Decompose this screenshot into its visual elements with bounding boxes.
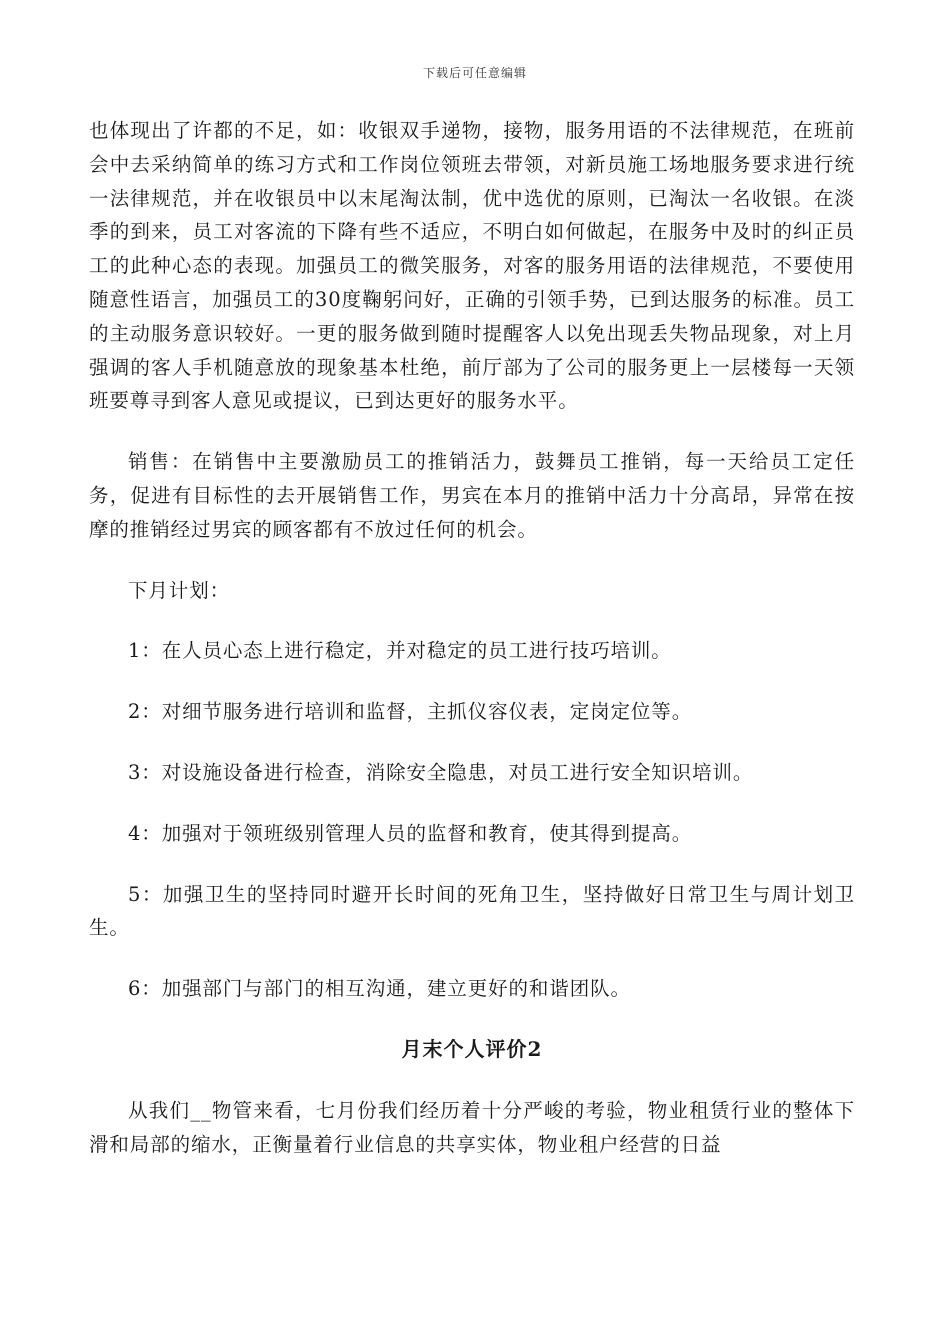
plan-item-6: 6：加强部门与部门的相互沟通，建立更好的和谐团队。: [128, 977, 631, 1001]
plan-title: 下月计划：: [128, 578, 231, 602]
document-body: [89, 114, 855, 1161]
plan-item-3: 3：对设施设备进行检查，消除安全隐患，对员工进行安全知识培训。: [128, 760, 754, 784]
page-header-note: 下载后可任意编辑: [422, 66, 527, 80]
paragraph-service-continued: 也体现出了许都的不足，如：收银双手递物，接物，服务用语的不法律规范，在班前会中去采纳简单的练习方式和工作岗位领班去带领，对新员施工场地服务要求进行统一法律规范，并在收银员中以末尾淘汰制，优中选优的原则，已淘汰一名收银。在淡季的到来，员工对客流的下降有些不适应，不明白如何做起，在服务中及时的纠正员工的此种心态的表现。加强员工的微笑服务，对客的服务用语的法律规范，不要使用随意性语言，加强员工的30度鞠躬问好，正确的引领手势，已到达服务的标准。员工的主动服务意识较好。一更的服务做到随时提醒客人以免出现丢失物品现象，对上月强调的客人手机随意放的现象基本杜绝，前厅部为了公司的服务更上一层楼每一天领班要尊寻到客人意见或提议，已到达更好的服务水平。: [89, 119, 855, 413]
paragraph-property: 从我们__物管来看，七月份我们经历着十分严峻的考验，物业租赁行业的整体下滑和局部的缩水，正衡量着行业信息的共享实体，物业租户经营的日益: [89, 1098, 855, 1156]
section-heading: 月末个人评价2: [401, 1036, 543, 1061]
plan-item-4: 4：加强对于领班级别管理人员的监督和教育，使其得到提高。: [128, 821, 693, 845]
plan-item-1: 1：在人员心态上进行稳定，并对稳定的员工进行技巧培训。: [128, 639, 672, 663]
paragraph-sales: 销售：在销售中主要激励员工的推销活力，鼓舞员工推销，每一天给员工定任务，促进有目标性的去开展销售工作，男宾在本月的推销中活力十分高昂，异常在按摩的推销经过男宾的顾客都有不放过任何的机会。: [89, 450, 855, 541]
plan-item-5: 5：加强卫生的坚持同时避开长时间的死角卫生，坚持做好日常卫生与周计划卫生。: [89, 882, 855, 940]
plan-item-2: 2：对细节服务进行培训和监督，主抓仪容仪表，定岗定位等。: [128, 700, 693, 724]
